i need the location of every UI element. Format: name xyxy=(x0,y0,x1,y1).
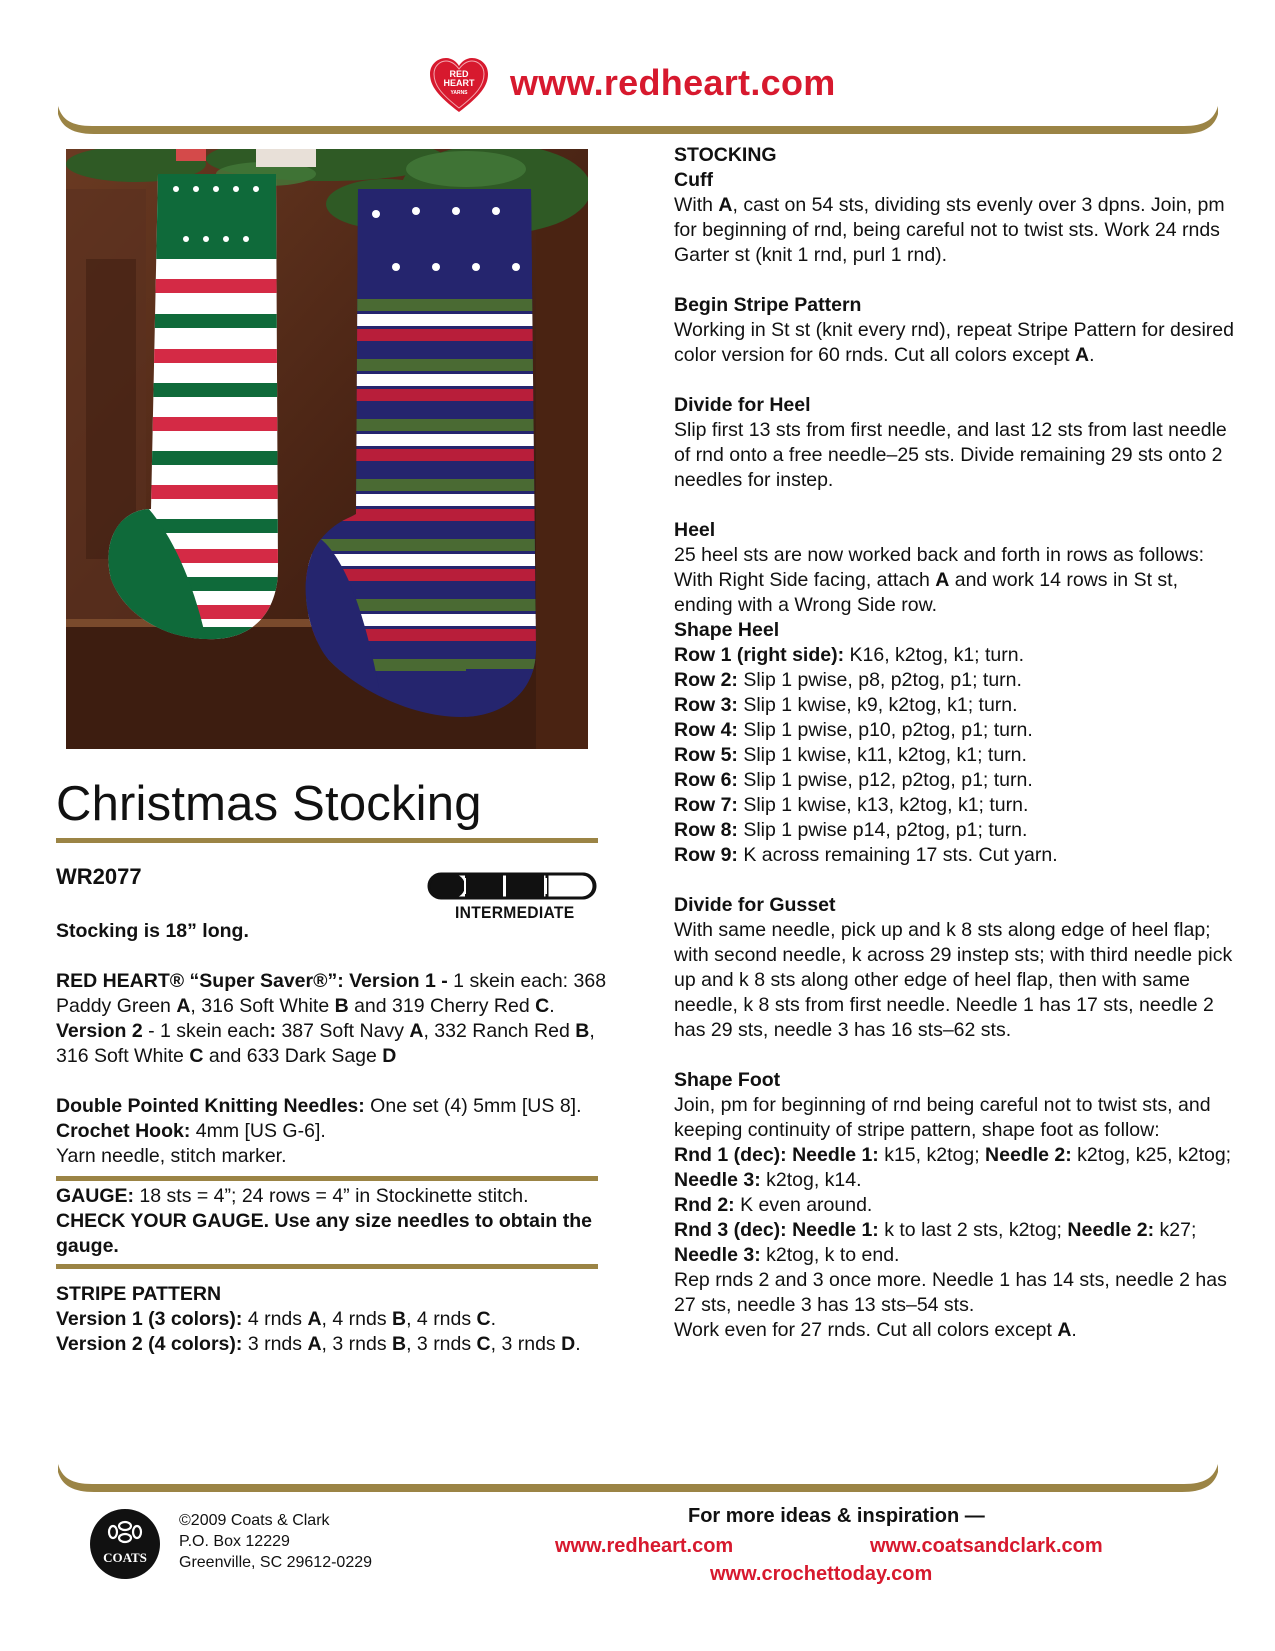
coats-logo-text: COATS xyxy=(103,1550,147,1565)
stripe-heading: Begin Stripe Pattern xyxy=(674,294,862,316)
shape-foot-heading: Shape Foot xyxy=(674,1069,781,1091)
gusset-heading: Divide for Gusset xyxy=(674,894,836,916)
heel-row: Row 1 (right side): K16, k2tog, k1; turn. xyxy=(674,644,1025,666)
skill-level-label: INTERMEDIATE xyxy=(455,903,575,922)
page-header xyxy=(0,0,1275,140)
stripe-pattern-section xyxy=(56,1282,616,1357)
heel-row: Row 3: Slip 1 kwise, k9, k2tog, k1; turn. xyxy=(674,694,1018,716)
pattern-title: Christmas Stocking xyxy=(56,777,482,831)
gauge-check: CHECK YOUR GAUGE. Use any size needles to obtain the gauge. xyxy=(56,1210,593,1257)
shape-foot-text: Join, pm for beginning of rnd being careful not to twist sts, and keeping continuity of stripe pattern, shape foot as follow: xyxy=(674,1094,1211,1141)
stripe-version-1: Version 1 (3 colors): 4 rnds A, 4 rnds B, 4 rnds C. xyxy=(56,1308,497,1330)
yarn-requirements: RED HEART® “Super Saver®”: Version 1 - 1 skein each: 368 Paddy Green A, 316 Soft White B and 319 Cherry Red C. Version 2 - 1 skein each: 387 Soft Navy A, 332 Ranch Red B, 316 Soft White C and 633 Dark Sage D xyxy=(56,970,607,1067)
divide-heel-heading: Divide for Heel xyxy=(674,394,811,416)
address-line: Greenville, SC 29612-0229 xyxy=(179,1554,373,1571)
gauge-section xyxy=(56,1184,596,1259)
header-site-url[interactable]: www.redheart.com xyxy=(510,62,836,103)
heel-row: Row 2: Slip 1 pwise, p8, p2tog, p1; turn. xyxy=(674,669,1022,691)
foot-repeat: Rep rnds 2 and 3 once more. Needle 1 has 14 sts, needle 2 has 27 sts, needle 3 has 13 sts–54 sts. xyxy=(674,1269,1227,1316)
heel-row: Row 5: Slip 1 kwise, k11, k2tog, k1; turn. xyxy=(674,744,1027,766)
stocking-heading: STOCKING xyxy=(674,144,777,166)
gauge-top-divider xyxy=(56,1176,598,1181)
heel-row: Row 6: Slip 1 pwise, p12, p2tog, p1; turn. xyxy=(674,769,1033,791)
address-line: P.O. Box 12229 xyxy=(179,1533,290,1550)
logo-text-red: RED xyxy=(449,69,469,79)
company-address xyxy=(179,1510,372,1573)
heel-row: Row 4: Slip 1 pwise, p10, p2tog, p1; turn. xyxy=(674,719,1033,741)
footer-gold-swoosh xyxy=(58,1462,1218,1494)
stocking-length: Stocking is 18” long. xyxy=(56,920,249,942)
cuff-heading: Cuff xyxy=(674,169,713,191)
heel-text: 25 heel sts are now worked back and forth in rows as follows: With Right Side facing, attach A and work 14 rows in St st, ending with a Wrong Side row. xyxy=(674,544,1205,616)
link-redheart[interactable]: www.redheart.com xyxy=(555,1535,734,1557)
cuff-text: With A, cast on 54 sts, dividing sts evenly over 3 dpns. Join, pm for beginning of rnd, being careful not to twist sts. Work 24 rnds Garter st (knit 1 rnd, purl 1 rnd). xyxy=(674,194,1225,266)
gauge: GAUGE: 18 sts = 4”; 24 rows = 4” in Stockinette stitch. xyxy=(56,1185,529,1207)
foot-rnd-2: Rnd 2: K even around. xyxy=(674,1194,873,1216)
heel-row: Row 8: Slip 1 pwise p14, p2tog, p1; turn. xyxy=(674,819,1028,841)
foot-rnd-1: Rnd 1 (dec): Needle 1: k15, k2tog; Needle 2: k2tog, k25, k2tog; Needle 3: k2tog, k14. xyxy=(674,1144,1232,1191)
needles: Double Pointed Knitting Needles: One set (4) 5mm [US 8]. xyxy=(56,1095,582,1117)
link-crochettoday[interactable]: www.crochettoday.com xyxy=(710,1563,933,1585)
title-divider xyxy=(56,838,598,843)
shape-heel-heading: Shape Heel xyxy=(674,619,780,641)
coats-logo xyxy=(89,1508,161,1580)
stockings-photo xyxy=(66,149,588,749)
heel-heading: Heel xyxy=(674,519,716,541)
foot-rnd-3: Rnd 3 (dec): Needle 1: k to last 2 sts, k2tog; Needle 2: k27; Needle 3: k2tog, k to end. xyxy=(674,1219,1197,1266)
stripe-pattern-heading: STRIPE PATTERN xyxy=(56,1283,222,1305)
notions: Yarn needle, stitch marker. xyxy=(56,1145,287,1167)
logo-text-yarns: YARNS xyxy=(450,90,468,96)
pattern-code: WR2077 xyxy=(56,864,142,889)
heel-row: Row 7: Slip 1 kwise, k13, k2tog, k1; turn. xyxy=(674,794,1029,816)
materials-section xyxy=(56,919,616,1169)
header-gold-swoosh xyxy=(58,104,1218,136)
address-line: ©2009 Coats & Clark xyxy=(179,1512,330,1529)
more-ideas-label: For more ideas & inspiration — xyxy=(688,1505,985,1527)
logo-text-heart: HEART xyxy=(443,78,475,88)
foot-work-even: Work even for 27 rnds. Cut all colors except A. xyxy=(674,1319,1077,1341)
gusset-text: With same needle, pick up and k 8 sts along edge of heel flap; with second needle, k across 29 instep sts; with third needle pick up and k 8 sts along other edge of heel flap, then with same needle, k 8 sts from first needle. Needle 1 has 17 sts, needle 2 has 29 sts, needle 3 has 16 sts–62 sts. xyxy=(674,919,1233,1041)
instructions-section xyxy=(674,143,1234,1343)
stripe-version-2: Version 2 (4 colors): 3 rnds A, 3 rnds B, 3 rnds C, 3 rnds D. xyxy=(56,1333,581,1355)
link-coatsandclark[interactable]: www.coatsandclark.com xyxy=(870,1535,1103,1557)
crochet-hook: Crochet Hook: 4mm [US G-6]. xyxy=(56,1120,326,1142)
divide-heel-text: Slip first 13 sts from first needle, and last 12 sts from last needle of rnd onto a free needle–25 sts. Divide remaining 29 sts onto 2 needles for instep. xyxy=(674,419,1227,491)
stripe-text: Working in St st (knit every rnd), repeat Stripe Pattern for desired color version for 60 rnds. Cut all colors except A. xyxy=(674,319,1234,366)
heel-row: Row 9: K across remaining 17 sts. Cut yarn. xyxy=(674,844,1058,866)
gauge-bottom-divider xyxy=(56,1264,598,1269)
skill-level-meter xyxy=(427,872,600,900)
